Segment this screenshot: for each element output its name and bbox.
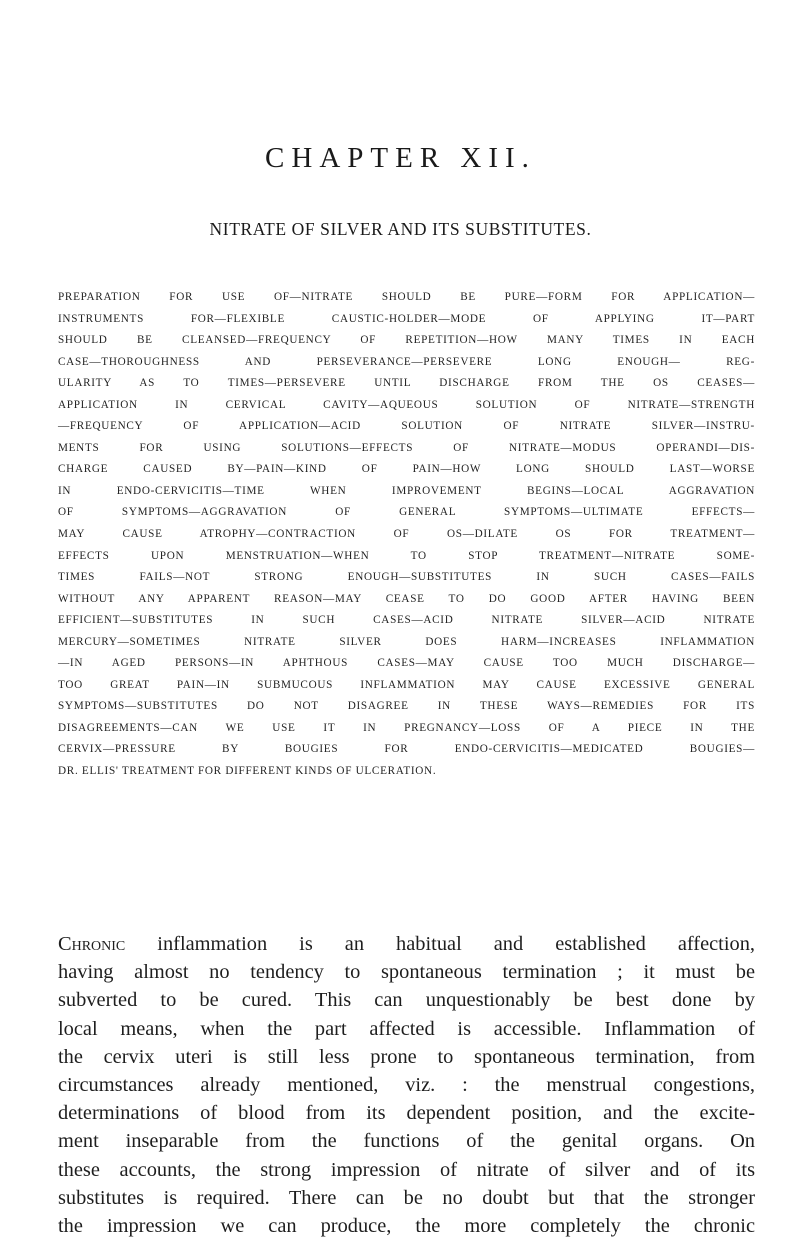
summary-line: EFFICIENT—SUBSTITUTES IN SUCH CASES—ACID NITRATE SILVER—ACID NITRATE [58,614,755,627]
summary-line: SHOULD BE CLEANSED—FREQUENCY OF REPETITION—HOW MANY TIMES IN EACH [58,334,755,347]
body-line: local means, when the part affected is accessible. Inflammation of [58,1017,755,1040]
body-line: having almost no tendency to spontaneous termination ; it must be [58,961,755,984]
chapter-title: NITRATE OF SILVER AND ITS SUBSTITUTES. [209,219,592,239]
body-line: the impression we can produce, the more completely the chronic [58,1215,755,1238]
summary-line: —IN AGED PERSONS—IN APHTHOUS CASES—MAY CAUSE TOO MUCH DISCHARGE— [58,657,755,670]
body-line: the cervix uteri is still less prone to spontaneous termination, from [58,1045,755,1068]
chapter-summary [58,287,755,783]
summary-line: CHARGE CAUSED BY—PAIN—KIND OF PAIN—HOW LONG SHOULD LAST—WORSE [58,463,755,476]
summary-line: CERVIX—PRESSURE BY BOUGIES FOR ENDO-CERVICITIS—MEDICATED BOUGIES— [58,743,755,756]
opening-word: Chronic [58,933,126,955]
summary-line: —FREQUENCY OF APPLICATION—ACID SOLUTION OF NITRATE SILVER—INSTRU- [58,420,755,433]
body-line [58,930,755,958]
chapter-heading: CHAPTER XII. [265,142,536,174]
summary-line: ULARITY AS TO TIMES—PERSEVERE UNTIL DISCHARGE FROM THE OS CEASES— [58,377,755,390]
summary-line: WITHOUT ANY APPARENT REASON—MAY CEASE TO DO GOOD AFTER HAVING BEEN [58,592,755,605]
summary-line: INSTRUMENTS FOR—FLEXIBLE CAUSTIC-HOLDER—MODE OF APPLYING IT—PART [58,312,755,325]
summary-line: CASE—THOROUGHNESS AND PERSEVERANCE—PERSEVERE LONG ENOUGH— REG- [58,355,755,368]
body-line: ment inseparable from the functions of the genital organs. On [58,1130,755,1153]
summary-line: APPLICATION IN CERVICAL CAVITY—AQUEOUS SOLUTION OF NITRATE—STRENGTH [58,398,755,411]
body-line: substitutes is required. There can be no doubt but that the stronger [58,1186,755,1209]
summary-line: DISAGREEMENTS—CAN WE USE IT IN PREGNANCY—LOSS OF A PIECE IN THE [58,721,755,734]
summary-line: MERCURY—SOMETIMES NITRATE SILVER DOES HARM—INCREASES INFLAMMATION [58,635,755,648]
summary-line: TOO GREAT PAIN—IN SUBMUCOUS INFLAMMATION MAY CAUSE EXCESSIVE GENERAL [58,678,755,691]
summary-line: EFFECTS UPON MENSTRUATION—WHEN TO STOP TREATMENT—NITRATE SOME- [58,549,755,562]
summary-line: TIMES FAILS—NOT STRONG ENOUGH—SUBSTITUTES IN SUCH CASES—FAILS [58,571,755,584]
summary-line: MENTS FOR USING SOLUTIONS—EFFECTS OF NITRATE—MODUS OPERANDI—DIS- [58,441,755,454]
body-line: subverted to be cured. This can unquestionably be best done by [58,989,755,1012]
body-paragraph [58,930,755,1240]
body-line: circumstances already mentioned, viz. : the menstrual congestions, [58,1074,755,1097]
summary-line: IN ENDO-CERVICITIS—TIME WHEN IMPROVEMENT BEGINS—LOCAL AGGRAVATION [58,484,755,497]
summary-line: PREPARATION FOR USE OF—NITRATE SHOULD BE PURE—FORM FOR APPLICATION— [58,291,755,303]
summary-line: OF SYMPTOMS—AGGRAVATION OF GENERAL SYMPTOMS—ULTIMATE EFFECTS— [58,506,755,519]
first-line-text: inflammation is an habitual and established affection, [125,933,755,955]
body-line: determinations of blood from its dependent position, and the excite- [58,1102,755,1125]
body-line: these accounts, the strong impression of nitrate of silver and of its [58,1158,755,1181]
summary-line: DR. ELLIS' TREATMENT FOR DIFFERENT KINDS OF ULCERATION. [58,765,437,778]
summary-line: SYMPTOMS—SUBSTITUTES DO NOT DISAGREE IN THESE WAYS—REMEDIES FOR ITS [58,700,755,713]
summary-line: MAY CAUSE ATROPHY—CONTRACTION OF OS—DILATE OS FOR TREATMENT— [58,528,755,541]
